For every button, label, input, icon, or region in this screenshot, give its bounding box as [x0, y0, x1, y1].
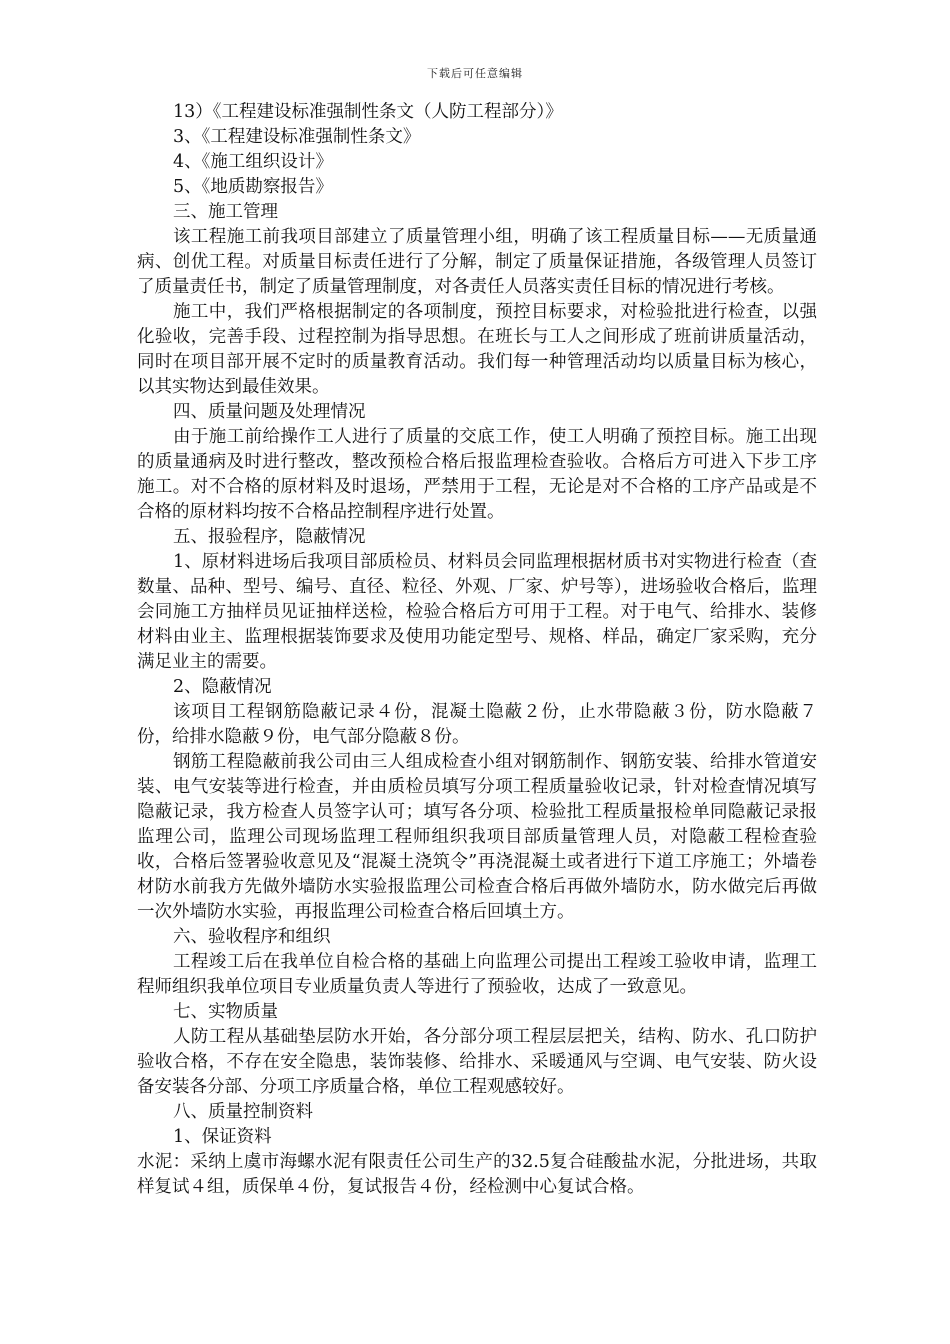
subheading-guarantee-docs: 1、保证资料	[173, 1127, 272, 1147]
section-heading-inspection-procedure: 五、报验程序，隐蔽情况	[173, 527, 366, 547]
paragraph-raw-materials: 1、原材料进场后我项目部质检员、材料员会同监理根据材质书对实物进行检查（查数量、品种、型号、编号、直径、粒径、外观、厂家、炉号等），进场验收合格后，监理会同施工方抽样员见证抽样送检，检验合格后方可用于工程。对于电气、给排水、装修材料由业主、监理根据装饰要求及使用功能定型号、规格、样品，确定厂家采购，充分满足业主的需要。	[137, 552, 817, 672]
section-heading-acceptance: 六、验收程序和组织	[173, 927, 331, 947]
section-heading-construction-management: 三、施工管理	[173, 202, 278, 222]
document-body	[137, 100, 817, 1200]
paragraph-quality-team: 该工程施工前我项目部建立了质量管理小组，明确了该工程质量目标——无质量通病、创优工程。对质量目标责任进行了分解，制定了质量保证措施，各级管理人员签订了质量责任书，制定了质量管理制度，对各责任人员落实责任目标的情况进行考核。	[137, 227, 817, 297]
paragraph-concealed-records: 该项目工程钢筋隐蔽记录４份，混凝土隐蔽２份，止水带隐蔽３份，防水隐蔽７份，给排水隐蔽９份，电气部分隐蔽８份。	[137, 702, 817, 747]
paragraph-rebar-inspection: 钢筋工程隐蔽前我公司由三人组成检查小组对钢筋制作、钢筋安装、给排水管道安装、电气安装等进行检查，并由质检员填写分项工程质量验收记录，针对检查情况填写隐蔽记录，我方检查人员签字认可；填写各分项、检验批工程质量报检单同隐蔽记录报监理公司，监理公司现场监理工程师组织我项目部质量管理人员，对隐蔽工程检查验收，合格后签署验收意见及“混凝土浇筑令”再浇混凝土或者进行下道工序施工；外墙卷材防水前我方先做外墙防水实验报监理公司检查合格后再做外墙防水，防水做完后再做一次外墙防水实验，再报监理公司检查合格后回填土方。	[137, 752, 817, 922]
paragraph-construction-process: 施工中，我们严格根据制定的各项制度，预控目标要求，对检验批进行检查，以强化验收，完善手段、过程控制为指导思想。在班长与工人之间形成了班前讲质量活动，同时在项目部开展不定时的质量教育活动。我们每一种管理活动均以质量目标为核心，以其实物达到最佳效果。	[137, 302, 817, 397]
paragraph-cement: 水泥：采纳上虞市海螺水泥有限责任公司生产的32.5复合硅酸盐水泥，分批进场，共取样复试４组，质保单４份，复试报告４份，经检测中心复试合格。	[137, 1152, 817, 1197]
section-heading-physical-quality: 七、实物质量	[173, 1002, 278, 1022]
subheading-concealed-works: 2、隐蔽情况	[173, 677, 272, 697]
reference-item-3: 3、《工程建设标准强制性条文》	[173, 127, 421, 147]
section-heading-quality-issues: 四、质量问题及处理情况	[173, 402, 366, 422]
reference-item-4: 4、《施工组织设计》	[173, 152, 333, 172]
page-header: 下载后可任意编辑	[427, 67, 523, 80]
reference-item-5: 5、《地质勘察报告》	[173, 177, 333, 197]
paragraph-physical-quality: 人防工程从基础垫层防水开始，各分部分项工程层层把关，结构、防水、孔口防护验收合格，不存在安全隐患，装饰装修、给排水、采暖通风与空调、电气安装、防火设备安装各分部、分项工序质量合格，单位工程观感较好。	[137, 1027, 817, 1097]
paragraph-acceptance: 工程竣工后在我单位自检合格的基础上向监理公司提出工程竣工验收申请，监理工程师组织我单位项目专业质量负责人等进行了预验收，达成了一致意见。	[137, 952, 817, 997]
paragraph-quality-issues: 由于施工前给操作工人进行了质量的交底工作，使工人明确了预控目标。施工出现的质量通病及时进行整改，整改预检合格后报监理检查验收。合格后方可进入下步工序施工。对不合格的原材料及时退场，严禁用于工程，无论是对不合格的工序产品或是不合格的原材料均按不合格品控制程序进行处置。	[137, 427, 817, 522]
reference-item-13: 13）《工程建设标准强制性条文（人防工程部分）》	[173, 102, 563, 122]
section-heading-quality-control-docs: 八、质量控制资料	[173, 1102, 313, 1122]
